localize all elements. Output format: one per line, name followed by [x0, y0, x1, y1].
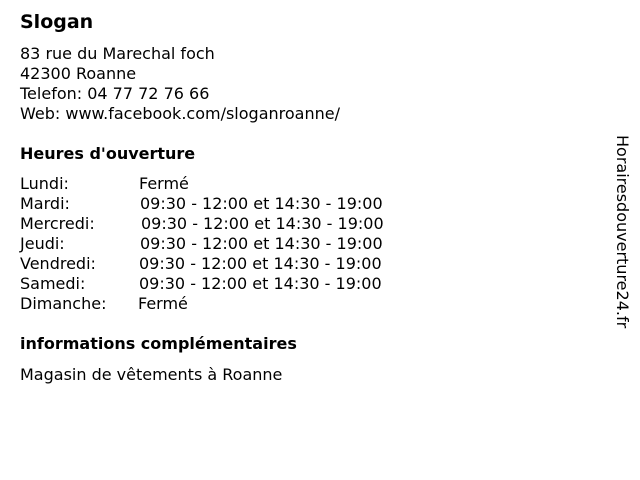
day-label: Samedi:	[20, 274, 86, 293]
hours-value: 09:30 - 12:00 et 14:30 - 19:00	[139, 274, 382, 293]
day-label: Mardi:	[20, 194, 70, 213]
address-city: 42300 Roanne	[20, 64, 137, 83]
hours-value: 09:30 - 12:00 et 14:30 - 19:00	[141, 214, 384, 233]
hours-row-dimanche	[20, 294, 440, 314]
day-label: Vendredi:	[20, 254, 96, 273]
day-label: Jeudi:	[20, 234, 65, 253]
day-label: Mercredi:	[20, 214, 95, 233]
day-label: Dimanche:	[20, 294, 107, 313]
hours-value: Fermé	[139, 174, 189, 193]
day-label: Lundi:	[20, 174, 69, 193]
site-watermark: Horairesdouverture24.fr	[613, 135, 632, 329]
hours-row-lundi	[20, 174, 440, 194]
additional-info-text: Magasin de vêtements à Roanne	[20, 365, 283, 384]
phone-number: Telefon: 04 77 72 76 66	[20, 84, 210, 103]
website-link: Web: www.facebook.com/sloganroanne/	[20, 104, 340, 123]
hours-value: 09:30 - 12:00 et 14:30 - 19:00	[140, 234, 383, 253]
hours-value: 09:30 - 12:00 et 14:30 - 19:00	[139, 254, 382, 273]
hours-row-samedi	[20, 274, 440, 294]
hours-value: Fermé	[138, 294, 188, 313]
hours-value: 09:30 - 12:00 et 14:30 - 19:00	[140, 194, 383, 213]
hours-row-mardi	[20, 194, 440, 214]
hours-row-jeudi	[20, 234, 440, 254]
hours-row-mercredi	[20, 214, 440, 234]
hours-row-vendredi	[20, 254, 440, 274]
address-street: 83 rue du Marechal foch	[20, 44, 215, 63]
additional-info-heading: informations complémentaires	[20, 334, 297, 353]
opening-hours-heading: Heures d'ouverture	[20, 144, 196, 163]
business-name: Slogan	[20, 11, 94, 33]
